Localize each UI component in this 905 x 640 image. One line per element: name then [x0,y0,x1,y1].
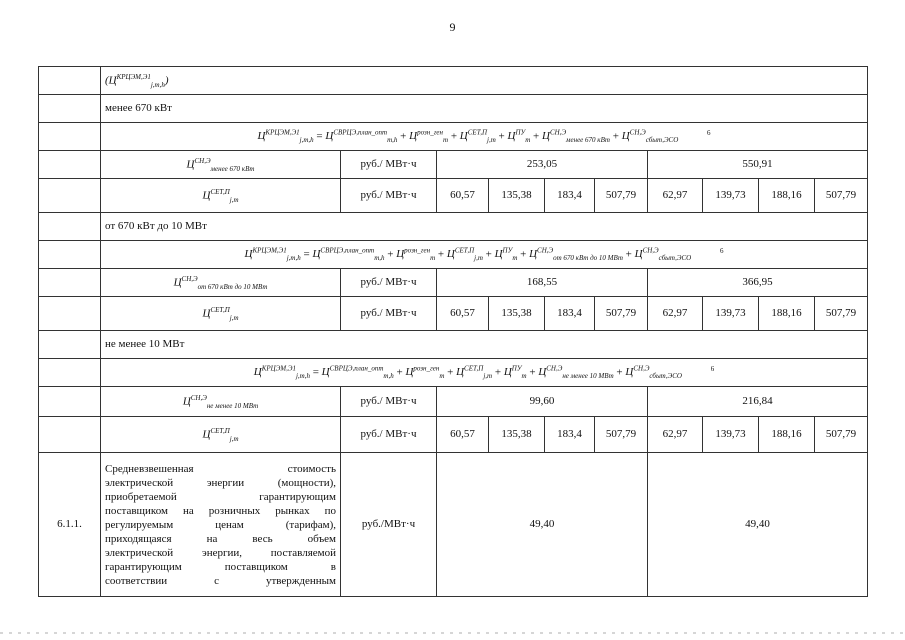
unit-cell: руб./ МВт·ч [341,151,437,179]
value-cell: 253,05 [437,151,648,179]
table-row [39,179,868,213]
value-cell: 62,97 [648,297,703,331]
unit-cell: руб./ МВт·ч [341,269,437,297]
num-cell [39,297,101,331]
table-row [39,123,868,151]
description-line: приобретаемой гарантирующим [105,490,336,503]
group-label: не менее 10 МВт [101,331,868,359]
item-number: 6.1.1. [39,453,101,597]
value-cell: 507,79 [595,417,648,453]
table-row [39,297,868,331]
value-cell: 507,79 [815,417,868,453]
value-cell: 135,38 [489,179,545,213]
num-cell [39,269,101,297]
value-cell: 135,38 [489,297,545,331]
value-cell: 60,57 [437,179,489,213]
value-cell: 49,40 [437,453,648,597]
num-cell [39,213,101,241]
value-cell: 62,97 [648,179,703,213]
table-row [39,453,868,597]
table-row [39,151,868,179]
num-cell [39,123,101,151]
value-cell: 139,73 [703,179,759,213]
footnote-mark: 6 [710,364,715,373]
table-row [39,417,868,453]
value-cell: 216,84 [648,387,868,417]
value-cell: 62,97 [648,417,703,453]
num-cell [39,241,101,269]
value-cell: 188,16 [759,297,815,331]
formula: $Ц^{КРЦЭМ,Э1}_{j,m,h} = Ц^{СВРЦЭ,план\_опт}_{m,h} + Ц^{розн\_ген}_m + Ц^{СЕТ,П}_{j,m} + Ц^{ПУ}_m + Ц^{СН,Э}_{менее 670 кВт} + Ц^{СН,Э}_{сбыт,ЭСО}$ $^6$ [101,123,868,151]
formula: $Ц^{КРЦЭМ,Э1}_{j,m,h} = Ц^{СВРЦЭ,план\_опт}_{m,h} + Ц^{розн\_ген}_m + Ц^{СЕТ,П}_{j,m} + Ц^{ПУ}_m + Ц^{СН,Э}_{не менее 10 МВт} + Ц^{СН,Э}_{сбыт,ЭСО}$ $^6$ [101,359,868,387]
value-cell: 168,55 [437,269,648,297]
value-cell: 188,16 [759,179,815,213]
page-number: 9 [449,20,456,34]
table-row [39,67,868,95]
tariff-table [38,66,868,597]
footnote-mark: 6 [707,128,711,137]
unit-cell: руб./ МВт·ч [341,387,437,417]
table-row [39,387,868,417]
unit-cell: руб./ МВт·ч [341,297,437,331]
num-cell [39,95,101,123]
num-cell [39,417,101,453]
table-row [39,359,868,387]
num-cell [39,179,101,213]
num-cell [39,359,101,387]
footnote-mark: 6 [719,246,724,255]
description-line: электрической энергии, поставляемой [105,546,336,559]
value-cell: 188,16 [759,417,815,453]
symbol-cell: $Ц^{СН,Э}_{менее 670 кВт}$ [101,151,341,179]
value-cell: 507,79 [815,297,868,331]
table-row [39,269,868,297]
group-label: от 670 кВт до 10 МВт [101,213,868,241]
value-cell: 507,79 [815,179,868,213]
value-cell: 139,73 [703,297,759,331]
value-cell: 49,40 [648,453,868,597]
value-cell: 139,73 [703,417,759,453]
num-cell [39,151,101,179]
table-row [39,331,868,359]
item-description [101,453,341,597]
unit-cell: руб./ МВт·ч [341,417,437,453]
symbol-cell: $Ц^{СЕТ,П}_{j,m}$ [101,297,341,331]
table-row [39,241,868,269]
value-cell: 366,95 [648,269,868,297]
symbol-cell: $Ц^{СН,Э}_{от 670 кВт до 10 МВт}$ [101,269,341,297]
scan-artifact [0,632,905,634]
symbol-cell: $Ц^{СН,Э}_{не менее 10 МВт}$ [101,387,341,417]
description-line: регулируемым ценам (тарифам), [105,518,336,531]
description-line: поставщиком на розничных рынках по [105,504,336,517]
value-cell: 183,4 [545,179,595,213]
value-cell: 507,79 [595,179,648,213]
symbol-cell: $Ц^{СЕТ,П}_{j,m}$ [101,417,341,453]
table-row [39,213,868,241]
formula: $Ц^{КРЦЭМ,Э1}_{j,m,h} = Ц^{СВРЦЭ,план\_опт}_{m,h} + Ц^{розн\_ген}_m + Ц^{СЕТ,П}_{j,m} + Ц^{ПУ}_m + Ц^{СН,Э}_{от 670 кВт до 10 МВт} + Ц^{СН,Э}_{сбыт,ЭСО}$ $^6$ [101,241,868,269]
description-line: соответствии с утвержденным [105,574,336,587]
value-cell: 550,91 [648,151,868,179]
value-cell: 135,38 [489,417,545,453]
unit-cell: руб./ МВт·ч [341,179,437,213]
description-line: Средневзвешенная стоимость [105,462,336,475]
num-cell [39,331,101,359]
value-cell: 183,4 [545,417,595,453]
table-row [39,95,868,123]
num-cell [39,387,101,417]
value-cell: 60,57 [437,417,489,453]
value-cell: 507,79 [595,297,648,331]
description-line: электрической энергии (мощности), [105,476,336,489]
value-cell: 99,60 [437,387,648,417]
header-symbol: $(Ц^{КРЦЭМ,Э1}_{j,m,h})$ [101,67,868,95]
unit-cell: руб./МВт·ч [341,453,437,597]
value-cell: 60,57 [437,297,489,331]
value-cell: 183,4 [545,297,595,331]
num-cell [39,67,101,95]
group-label: менее 670 кВт [101,95,868,123]
symbol-cell: $Ц^{СЕТ,П}_{j,m}$ [101,179,341,213]
description-line: приходящаяся на весь объем [105,532,336,545]
description-line: гарантирующим поставщиком в [105,560,336,573]
